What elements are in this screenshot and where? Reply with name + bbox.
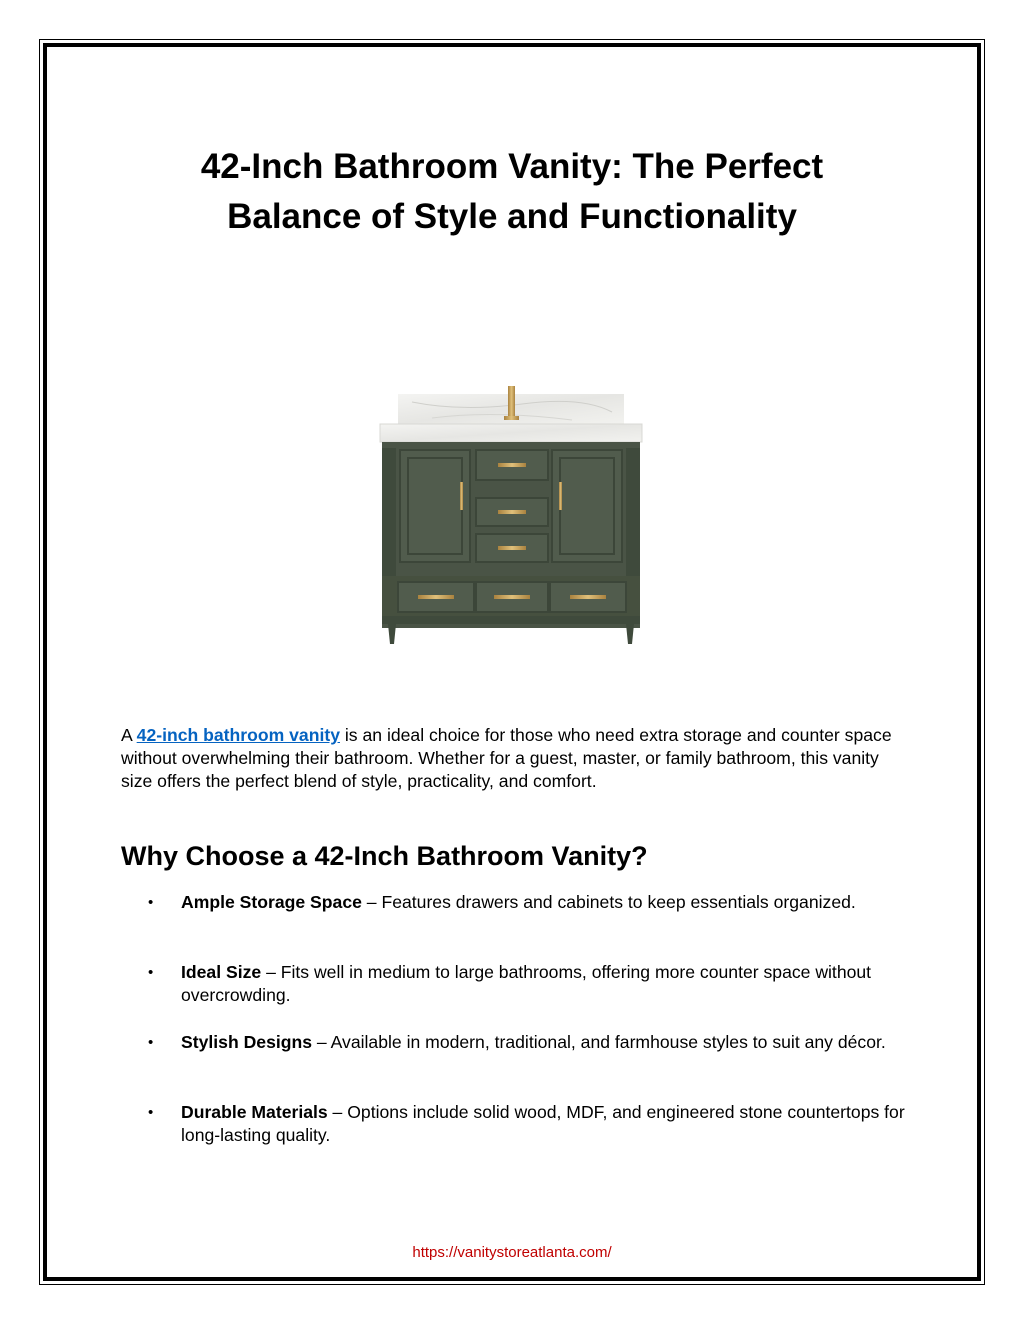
intro-prefix: A [121, 725, 137, 745]
intro-paragraph [121, 724, 911, 793]
title-line-1: 42-Inch Bathroom Vanity: The Perfect [200, 147, 824, 186]
list-item [121, 1031, 911, 1101]
vanity-product-link[interactable]: 42-inch bathroom vanity [136, 725, 340, 745]
list-item [121, 1101, 911, 1171]
bullet-text: – Fits well in medium to large bathrooms, offering more counter space without overcrowding. [181, 962, 872, 1005]
bullet-title: Durable Materials [181, 1102, 328, 1122]
bullet-icon: • [148, 894, 154, 911]
intro-suffix: is an ideal choice for those who need extra storage and counter space without overwhelming their bathroom. Whether for a guest, master, or family bathroom, this vanity size offers the perfect blend of style, practicality, and comfort. [121, 725, 892, 791]
vanity-product-image [372, 382, 648, 650]
bullet-text: – Available in modern, traditional, and farmhouse styles to suit any décor. [312, 1032, 886, 1052]
bullet-icon: • [148, 964, 154, 981]
benefits-list [121, 891, 911, 1171]
bullet-title: Ample Storage Space [181, 892, 362, 912]
document-title [120, 142, 904, 242]
footer-url-link[interactable]: https://vanitystoreatlanta.com/ [412, 1244, 612, 1261]
bullet-icon: • [148, 1034, 154, 1051]
bullet-text: – Features drawers and cabinets to keep essentials organized. [361, 892, 856, 912]
section-heading: Why Choose a 42-Inch Bathroom Vanity? [121, 841, 648, 871]
title-line-2: Balance of Style and Functionality [227, 197, 797, 236]
bullet-icon: • [148, 1104, 154, 1121]
list-item [121, 891, 911, 961]
bullet-title: Ideal Size [181, 962, 262, 982]
bullet-title: Stylish Designs [181, 1032, 313, 1052]
list-item [121, 961, 911, 1031]
bullet-text: – Options include solid wood, MDF, and engineered stone countertops for long-lasting quality. [181, 1102, 905, 1145]
